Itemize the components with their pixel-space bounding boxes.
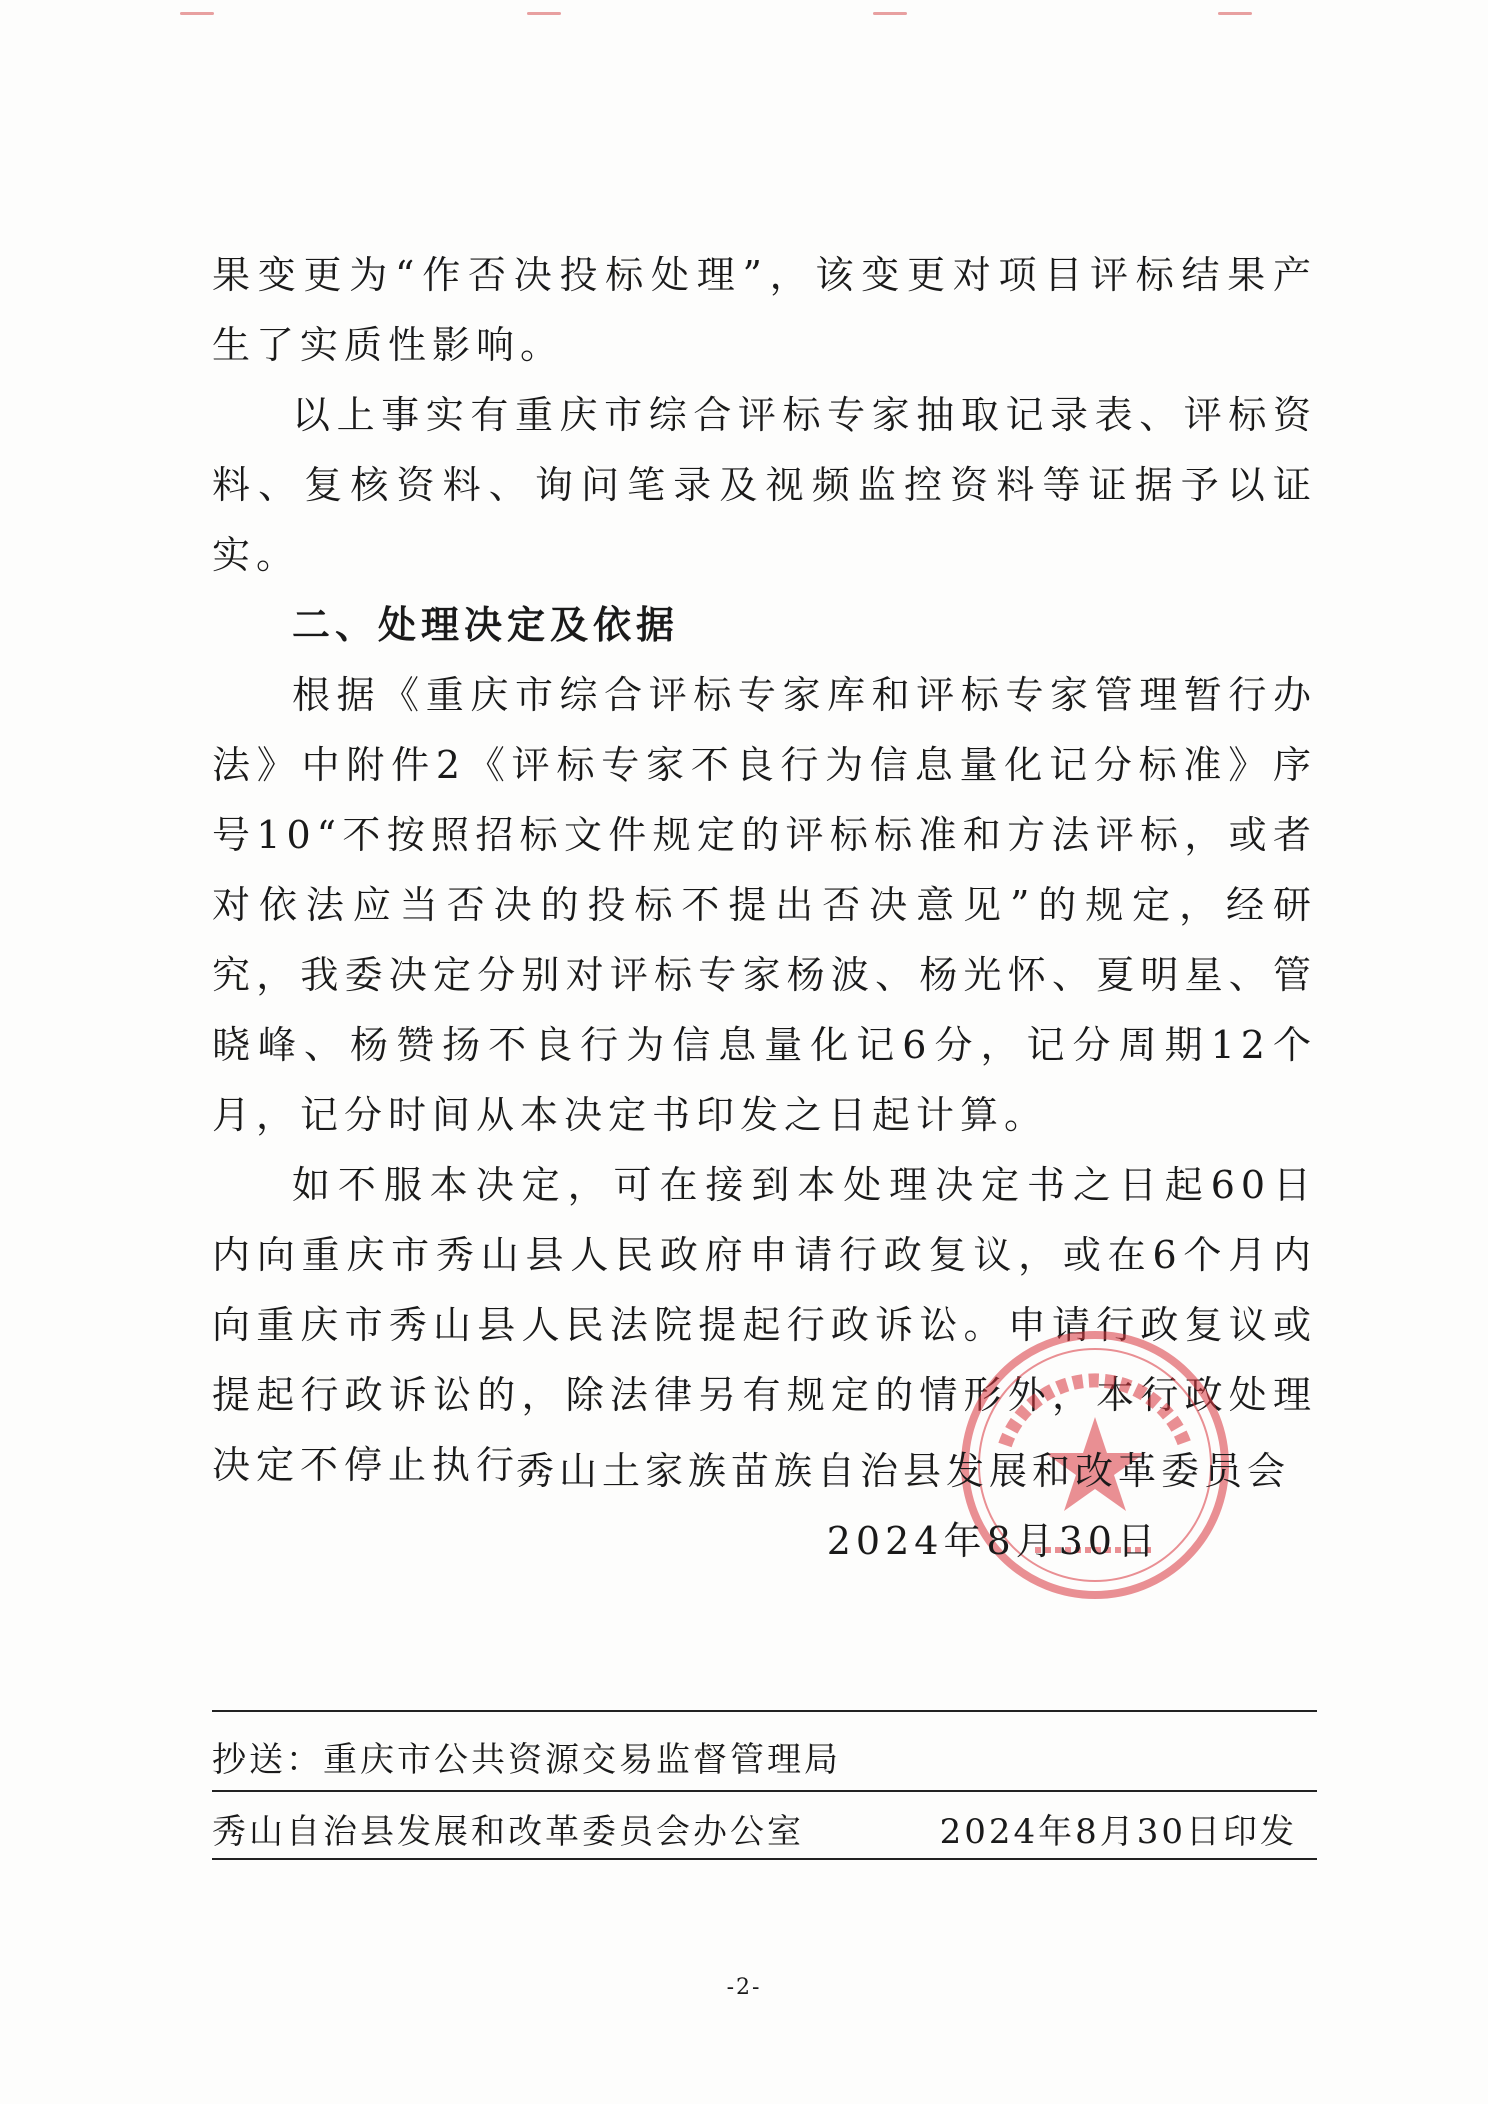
footer-bottom-rule xyxy=(212,1858,1317,1860)
issuing-organization: 秀山土家族苗族自治县发展和改革委员会 xyxy=(515,1449,1290,1493)
footer-top-rule xyxy=(212,1710,1317,1712)
paragraph-decision: 根据《重庆市综合评标专家库和评标专家管理暂行办法》中附件2《评标专家不良行为信息量化记分标准》序号10“不按照招标文件规定的评标标准和方法评标，或者对依法应当否决的投标不提出否决意见”的规定，经研究，我委决定分别对评标专家杨波、杨光怀、夏明星、管晓峰、杨赞扬不良行为信息量化记6分，记分周期12个月，记分时间从本决定书印发之日起计算。 xyxy=(212,673,1317,1137)
top-margin-marks xyxy=(0,0,1488,24)
paragraph-appeal-rights: 如不服本决定，可在接到本处理决定书之日起60日内向重庆市秀山县人民政府申请行政复议，或在6个月内向重庆市秀山县人民法院提起行政诉讼。申请行政复议或提起行政诉讼的，除法律另有规定的情形外，本行政处理决定不停止执行。 xyxy=(212,1163,1317,1487)
footer-middle-rule xyxy=(212,1790,1317,1792)
issue-date: 2024年8月30日印发 xyxy=(939,1812,1297,1852)
document-body xyxy=(212,240,1317,1500)
issuer-line xyxy=(212,1804,1317,1853)
section-heading: 二、处理决定及依据 xyxy=(292,602,680,647)
paragraph-evidence: 以上事实有重庆市综合评标专家抽取记录表、评标资料、复核资料、询问笔录及视频监控资料等证据予以证实。 xyxy=(212,393,1317,577)
issuer-office: 秀山自治县发展和改革委员会办公室 xyxy=(212,1812,804,1852)
margin-mark xyxy=(1218,12,1252,15)
signature-date: 2024年8月30日 xyxy=(826,1519,1160,1563)
cc-recipients: 抄送：重庆市公共资源交易监督管理局 xyxy=(212,1740,841,1780)
margin-mark xyxy=(180,12,214,15)
paragraph-fact-conclusion: 果变更为“作否决投标处理”，该变更对项目评标结果产生了实质性影响。 xyxy=(212,253,1317,367)
cc-line xyxy=(212,1732,1317,1781)
page-number: -2- xyxy=(726,1975,762,2000)
margin-mark xyxy=(873,12,907,15)
margin-mark xyxy=(527,12,561,15)
